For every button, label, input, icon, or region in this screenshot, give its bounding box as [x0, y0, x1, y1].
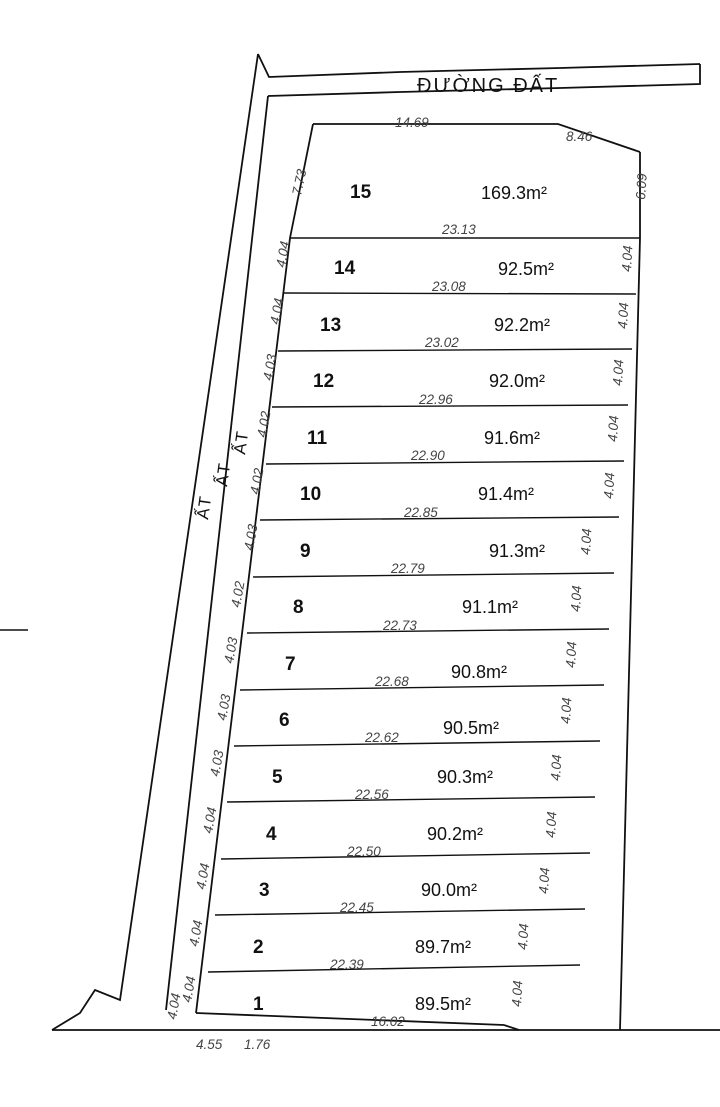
lot-right-dim: 4.04 [509, 980, 526, 1008]
lot-area: 89.5m² [415, 994, 472, 1014]
lot-width-dim: 22.62 [365, 730, 399, 745]
lot-left-dim: 4.03 [221, 636, 241, 665]
lot-width-dim: 16.02 [371, 1014, 405, 1029]
lot-width-dim: 22.68 [375, 674, 409, 689]
lot-left-dim: 4.03 [207, 749, 227, 778]
lot-area: 91.1m² [462, 597, 519, 617]
lot-right-dim: 4.04 [536, 867, 553, 895]
lot-area: 92.0m² [489, 371, 546, 391]
lot-left-dim: 4.04 [193, 862, 213, 891]
block-bottom-edge [196, 1013, 504, 1025]
lot-right-dim: 4.04 [605, 415, 622, 443]
left-road-outer-edge [52, 54, 261, 1030]
lot-left-dim: 4.04 [186, 919, 206, 948]
lot-right-dim: 4.04 [615, 302, 632, 330]
lot-number: 8 [293, 597, 304, 618]
lot-right-dim: 4.04 [568, 585, 585, 613]
bottom-edge-dim-2: 1.76 [244, 1037, 271, 1052]
block-right-edge [620, 152, 640, 1030]
lot-area: 169.3m² [481, 183, 548, 203]
lot-area: 91.3m² [489, 541, 546, 561]
lot-number: 2 [253, 937, 264, 958]
lot-number: 3 [259, 880, 270, 901]
lot-area: 90.2m² [427, 824, 484, 844]
top-road-label: ĐƯỜNG ĐẤT [417, 75, 560, 97]
lot-number: 7 [285, 654, 296, 675]
lot-width-dim: 22.56 [355, 787, 389, 802]
lot-left-dim: 4.03 [260, 353, 280, 382]
lot-divider-2-1 [208, 965, 580, 972]
lot-left-dim: 4.03 [214, 693, 234, 722]
lot-right-dim: 4.04 [543, 811, 560, 839]
lot-width-dim: 22.85 [404, 505, 438, 520]
lot-number: 6 [279, 710, 290, 731]
lot-left-dim: 4.04 [267, 297, 287, 326]
lot-left-dim: 4.02 [247, 467, 267, 496]
lot-number: 9 [300, 541, 311, 562]
lot-divider-10-9 [260, 517, 619, 520]
lot-number: 11 [307, 428, 328, 449]
right-top-dim: 6.09 [633, 172, 650, 201]
lot-left-dim: 4.04 [164, 992, 184, 1021]
lot-area: 90.8m² [451, 662, 508, 682]
lot-right-dim: 4.04 [563, 641, 580, 669]
lot-left-dim: 4.04 [179, 975, 199, 1004]
lot-area: 92.5m² [498, 259, 555, 279]
lot-divider-7-6 [240, 685, 604, 690]
lot-area: 91.6m² [484, 428, 541, 448]
lot-number: 13 [320, 315, 342, 336]
lot-divider-4-3 [221, 853, 590, 859]
lot-right-dim: 4.04 [578, 528, 595, 556]
lot-area: 90.0m² [421, 880, 478, 900]
lot-left-dim: 4.03 [241, 523, 261, 552]
lot-width-dim: 22.79 [391, 561, 425, 576]
lot-width-dim: 22.96 [419, 392, 453, 407]
lot-left-dim: 4.04 [273, 240, 293, 269]
lot-right-dim: 4.04 [558, 697, 575, 725]
lot-number: 14 [334, 258, 356, 279]
lot-right-dim: 4.04 [610, 359, 627, 387]
lot-divider-11-10 [266, 461, 624, 464]
lot-divider-5-4 [227, 797, 595, 802]
lot-divider-9-8 [253, 573, 614, 577]
lot-width-dim: 22.73 [383, 618, 417, 633]
lot-divider-3-2 [215, 909, 585, 915]
lot-left-dim: 4.02 [254, 410, 274, 439]
lot-left-dim: 4.04 [200, 806, 220, 835]
side-road-label-2: ẤT [212, 461, 235, 488]
side-road-label-3: ẤT [230, 429, 253, 456]
bottom-edge-dim-1: 4.55 [196, 1037, 223, 1052]
lot-area: 89.7m² [415, 937, 472, 957]
lot-width-dim: 22.45 [340, 900, 374, 915]
lot-area: 90.5m² [443, 718, 500, 738]
lot-right-dim: 4.04 [548, 754, 565, 782]
lot-number: 12 [313, 371, 335, 392]
lot-divider-8-7 [247, 629, 609, 633]
lot-area: 92.2m² [494, 315, 551, 335]
lot-width-dim: 23.08 [432, 279, 466, 294]
lot-left-dim: 4.02 [228, 580, 248, 609]
block-left-edge [196, 124, 313, 1013]
lot-number: 1 [253, 994, 264, 1015]
lot-area: 90.3m² [437, 767, 494, 787]
top-road-upper-edge [258, 54, 700, 77]
lot-width-dim: 22.90 [411, 448, 445, 463]
lot-divider-6-5 [234, 741, 600, 746]
side-road-label-1: ẤT [193, 494, 216, 521]
top-edge-dim-1: 14.69 [395, 115, 429, 130]
lot-number: 15 [350, 182, 372, 203]
left-top-dim: 7.73 [289, 167, 310, 197]
lot-width-dim: 23.02 [425, 335, 459, 350]
lot-right-dim: 4.04 [619, 245, 636, 273]
top-edge-dim-2: 8.46 [566, 129, 593, 144]
lot-width-dim: 22.50 [347, 844, 381, 859]
lot-number: 10 [300, 484, 322, 505]
lot-number: 5 [272, 767, 283, 788]
lot-width-dim: 23.13 [442, 222, 476, 237]
lot-right-dim: 4.04 [601, 472, 618, 500]
lot-area: 91.4m² [478, 484, 535, 504]
lot-number: 4 [266, 824, 277, 845]
lot-right-dim: 4.04 [515, 923, 532, 951]
lot-width-dim: 22.39 [330, 957, 364, 972]
